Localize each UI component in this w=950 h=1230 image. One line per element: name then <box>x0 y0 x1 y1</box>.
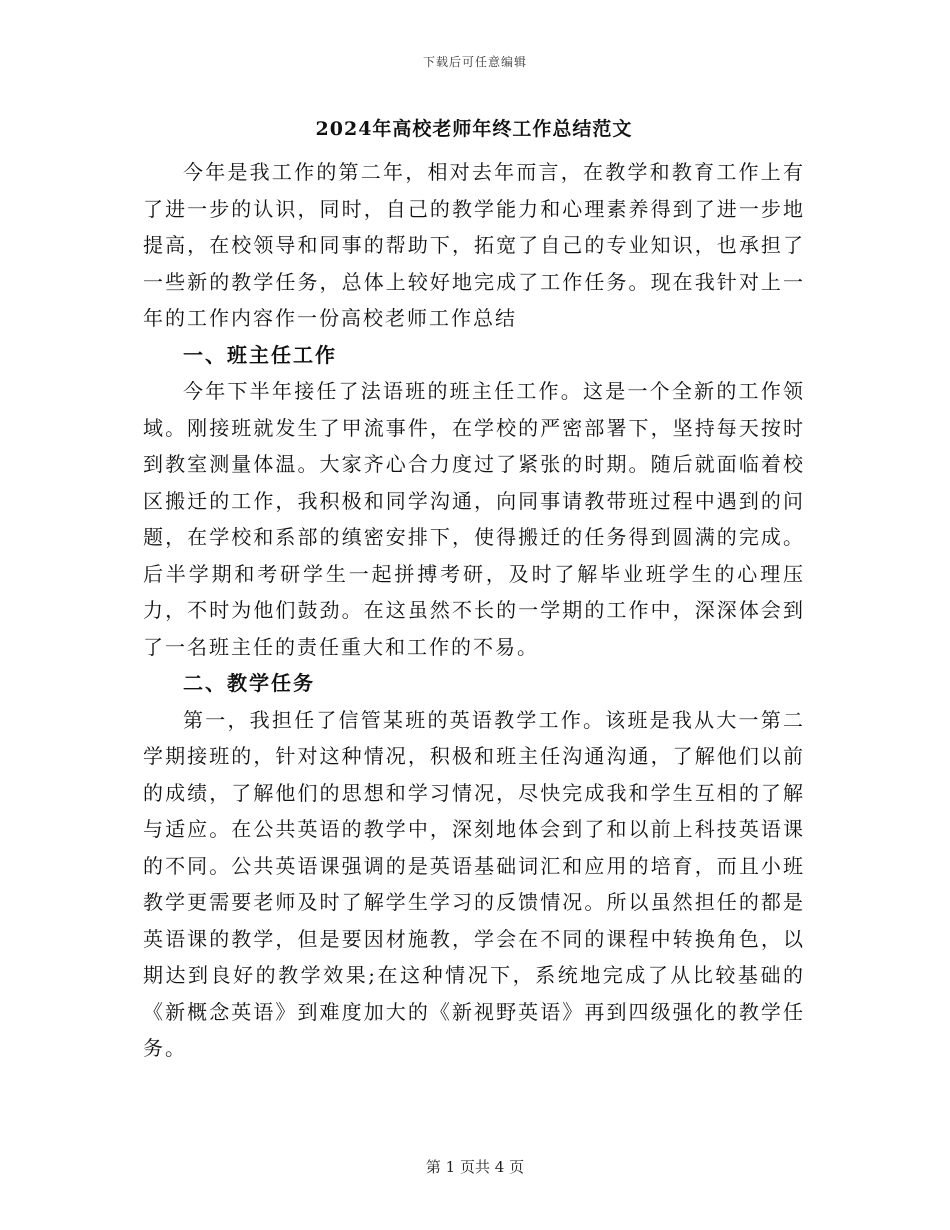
intro-paragraph: 今年是我工作的第二年，相对去年而言，在教学和教育工作上有了进一步的认识，同时，自己的教学能力和心理素养得到了进一步地提高，在校领导和同事的帮助下，拓宽了自己的专业知识，也承担了一些新的教学任务，总体上较好地完成了工作任务。现在我针对上一年的工作内容作一份高校老师工作总结 <box>143 160 805 330</box>
section-body-teaching-tasks: 第一，我担任了信管某班的英语教学工作。该班是我从大一第二学期接班的，针对这种情况，积极和班主任沟通沟通，了解他们以前的成绩，了解他们的思想和学习情况，尽快完成我和学生互相的了解与适应。在公共英语的教学中，深刻地体会到了和以前上科技英语课的不同。公共英语课强调的是英语基础词汇和应用的培育，而且小班教学更需要老师及时了解学生学习的反馈情况。所以虽然担任的都是英语课的教学，但是要因材施教，学会在不同的课程中转换角色，以期达到良好的教学效果;在这种情况下，系统地完成了从比较基础的《新概念英语》到难度加大的《新视野英语》再到四级强化的教学任务。 <box>143 707 805 1060</box>
document-title: 2024年高校老师年终工作总结范文 <box>315 118 633 140</box>
section-heading-teaching-tasks: 二、教学任务 <box>183 671 315 695</box>
section-body-class-teacher: 今年下半年接任了法语班的班主任工作。这是一个全新的工作领域。刚接班就发生了甲流事件，在学校的严密部署下，坚持每天按时到教室测量体温。大家齐心合力度过了紧张的时期。随后就面临着校区搬迁的工作，我积极和同学沟通，向同事请教带班过程中遇到的问题，在学校和系部的缜密安排下，使得搬迁的任务得到圆满的完成。后半学期和考研学生一起拼搏考研，及时了解毕业班学生的心理压力，不时为他们鼓劲。在这虽然不长的一学期的工作中，深深体会到了一名班主任的责任重大和工作的不易。 <box>143 379 805 659</box>
page-number: 第 1 页共 4 页 <box>425 1158 525 1176</box>
section-heading-class-teacher: 一、班主任工作 <box>183 342 337 367</box>
document-body <box>143 112 805 1067</box>
page-header-note: 下载后可任意编辑 <box>422 55 527 69</box>
